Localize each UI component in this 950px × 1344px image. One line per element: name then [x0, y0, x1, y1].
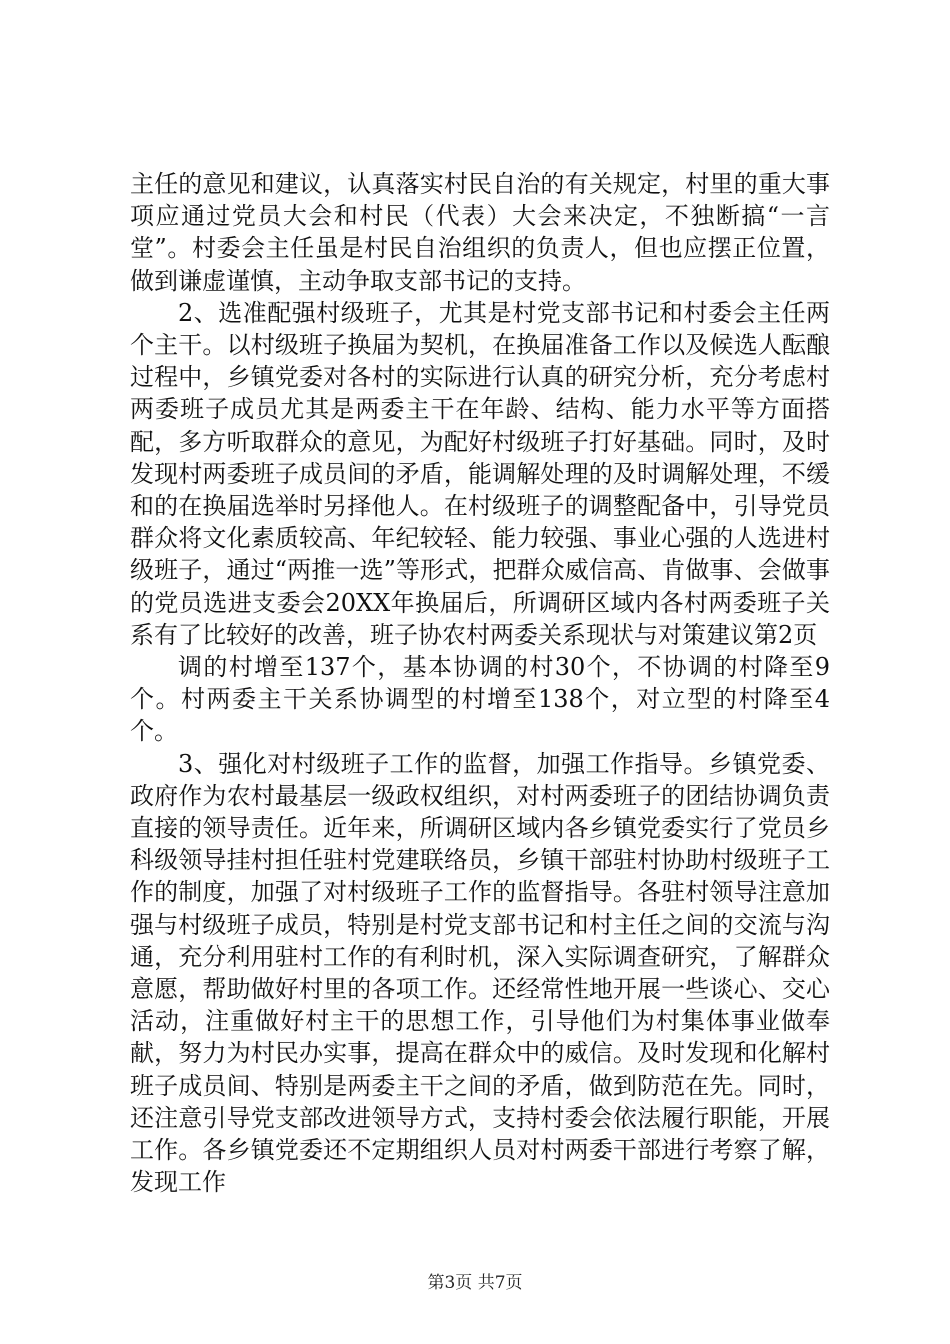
paragraph-continuation: 主任的意见和建议，认真落实村民自治的有关规定，村里的重大事项应通过党员大会和村民（代表）大会来决定，不独断搞“一言堂”。村委会主任虽是村民自治组织的负责人，但也应摆正位置，做到谦虚谨慎，主动争取支部书记的支持。	[130, 170, 830, 295]
document-body	[130, 168, 830, 1199]
page-footer: 第3页 共7页	[427, 1273, 523, 1293]
paragraph-stats: 调的村增至137个，基本协调的村30个，不协调的村降至9个。村两委主干关系协调型的村增至138个，对立型的村降至4个。	[130, 653, 830, 746]
paragraph-item-2: 2、选准配强村级班子，尤其是村党支部书记和村委会主任两个主干。以村级班子换届为契机，在换届准备工作以及候选人酝酿过程中，乡镇党委对各村的实际进行认真的研究分析，充分考虑村两委班子成员尤其是两委主干在年龄、结构、能力水平等方面搭配，多方听取群众的意见，为配好村级班子打好基础。同时，及时发现村两委班子成员间的矛盾，能调解处理的及时调解处理，不缓和的在换届选举时另择他人。在村级班子的调整配备中，引导党员群众将文化素质较高、年纪较轻、能力较强、事业心强的人选进村级班子，通过“两推一选”等形式，把群众威信高、肯做事、会做事的党员选进支委会20XX年换届后，所调研区域内各村两委班子关系有了比较好的改善，班子协农村两委关系现状与对策建议第2页	[130, 298, 830, 649]
paragraph-item-3: 3、强化对村级班子工作的监督，加强工作指导。乡镇党委、政府作为农村最基层一级政权组织，对村两委班子的团结协调负责直接的领导责任。近年来，所调研区域内各乡镇党委实行了党员乡科级领导挂村担任驻村党建联络员，乡镇干部驻村协助村级班子工作的制度，加强了对村级班子工作的监督指导。各驻村领导注意加强与村级班子成员，特别是村党支部书记和村主任之间的交流与沟通，充分利用驻村工作的有利时机，深入实际调查研究，了解群众意愿，帮助做好村里的各项工作。还经常性地开展一些谈心、交心活动，注重做好村主干的思想工作，引导他们为村集体事业做奉献，努力为村民办实事，提高在群众中的威信。及时发现和化解村班子成员间、特别是两委主干之间的矛盾，做到防范在先。同时，还注意引导党支部改进领导方式，支持村委会依法履行职能，开展工作。各乡镇党委还不定期组织人员对村两委干部进行考察了解，发现工作	[130, 749, 830, 1197]
